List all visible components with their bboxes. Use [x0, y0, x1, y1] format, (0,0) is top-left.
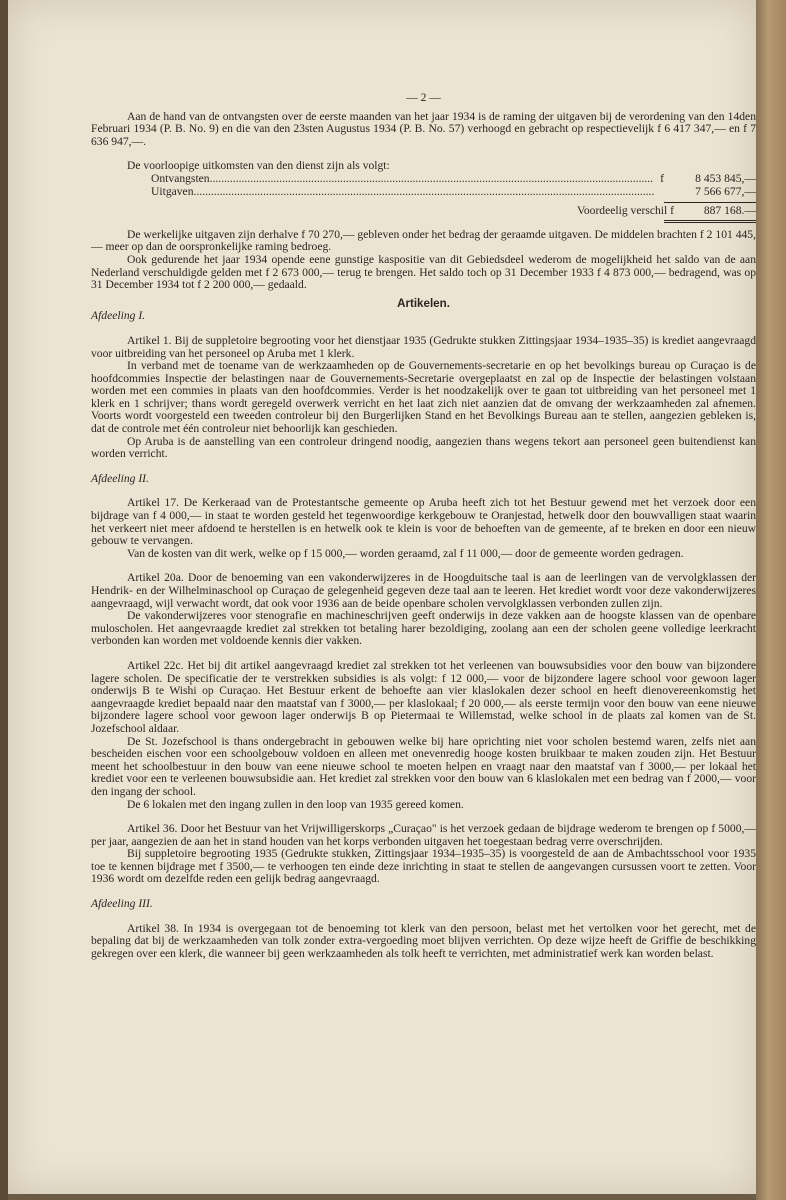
section-2-paragraph: Bij suppletoire begrooting 1935 (Gedrukte stukken, Zittingsjaar 1934–1935–35) is voorgesteld de aan de Ambachtsschool voor 1935 toe te kennen bijdrage met f 3500,— te verhoogen ten einde deze inrichting in staat te stellen de aangevangen cursussen voort te zetten. Voor 1936 wordt om dezelfde reden een gelijk bedrag aangevraagd. — [91, 847, 756, 886]
page-content — [91, 92, 756, 960]
section-2-paragraph: De St. Jozefschool is thans ondergebracht in gebouwen welke bij hare oprichting niet voor scholen bestemd waren, zelfs niet aan bescheiden eischen voor een schoolgebouw voldoen en alleen met onevenredig hooge kosten bruikbaar te maken zouden zijn. Het Bestuur meent het schoolbestuur in den bouw van eene nieuwe school te moeten helpen en vraagt naar den maatstaf van f 3000,— per lokaal het krediet voor een te verleenen bouwsubsidie aan. Het krediet zal strekken voor den bouw van 6 klaslokalen met een bedrag van f 2000,— voor den ingang der school. — [91, 734, 756, 798]
paragraph-differences: De werkelijke uitgaven zijn derhalve f 70 270,— gebleven onder het bedrag der geraamde uitgaven. De middelen brachten f 2 101 445,— meer op dan de oorspronkelijke raming bedroeg. — [91, 227, 756, 254]
book-spine — [0, 0, 8, 1200]
section-2-paragraph: Artikel 22c. Het bij dit artikel aangevraagd krediet zal strekken tot het verleenen van bouwsubsidies voor den bouw van bijzondere lagere scholen. De specificatie der te verstrekken subsidies is als volgt: f 12 000,— voor de bijzondere lagere school voor gewoon lager onderwijs B te Wishi op Curaçao. Het Bestuur erkent de behoefte aan vier klaslokalen dezer school en heeft dienovereenkomstig het aangevraagde krediet bepaald naar den maatstaf van f 3000,— per klaslokaal; f 20 000,— als eerste termijn voor den bouw van eene nieuwe bijzondere lagere school voor gewoon lager onderwijs B op Pietermaai te Willemstad, welke school in de plaats zal komen van de St. Jozefschool aldaar. — [91, 658, 756, 735]
section-2-paragraph: Van de kosten van dit werk, welke op f 15 000,— worden geraamd, zal f 11 000,— door de gemeente worden gedragen. — [127, 546, 684, 560]
section-1-paragraph: In verband met de toename van de werkzaamheden op de Gouvernements-secretarie en op het bevolkings bureau op Curaçao is de hoofdcommies Inspectie der belastingen naar de Gouvernements-Secretarie overgeplaatst en zal op de Inspectie der belastingen volstaan worden met een commies in plaats van den hoofdcommies. Verder is het noodzakelijk over te gaan tot uitbreiding van het personeel met 1 klerk en 1 schrijver; thans wordt geregeld overwerk verricht en het laat zich niet aanzien dat de omvang der werkzaamheden zal afnemen. Voorts wordt voorgesteld een tweeden controleur bij den Burgerlijken Stand en het Bevolkings Bureau aan te stellen, aangezien gebleken is, dat de controle met één controleur niet behoorlijk kan geschieden. — [91, 359, 756, 436]
section-3-paragraph: Artikel 38. In 1934 is overgegaan tot de benoeming tot klerk van den persoon, belast met het vertolken voor het gerecht, met de bepaling dat bij de werkzaamheden van tolk zonder extra-vergoeding moet blijven verrichten. Op deze wijze heeft de Griffie de beschikking gekregen over een klerk, die wanneer bij geen werkzaamheden als tolk heeft te verrichten, met administratief werk kan worden belast. — [91, 921, 756, 960]
intro-paragraph: Aan de hand van de ontvangsten over de eerste maanden van het jaar 1934 is de raming der uitgaven bij de verordening van den 14den Februari 1934 (P. B. No. 9) en die van den 23sten Augustus 1934 (P. B. No. 57) verhoogd en gebracht op respectievelijk f 6 417 347,— en f 7 636 947,—. — [91, 109, 756, 148]
section-2-paragraph: Artikel 17. De Kerkeraad van de Protestantsche gemeente op Aruba heeft zich tot het Bestuur gewend met het verzoek door een bijdrage van f 4 000,— in staat te worden gesteld het tegenwoordige kerkgebouw te Oranjestad, hetwelk door den bouwvalligen staat waarin het verkeert niet meer afdoend te herstellen is en hetwelk ook te klein is voor de behoeften van de gemeente, af te breken en door een nieuw gebouw te vervangen. — [91, 496, 756, 548]
section-title-1: Afdeeling I. — [91, 309, 146, 323]
section-2-paragraph: Artikel 36. Door het Bestuur van het Vrijwilligerskorps „Curaçao" is het verzoek gedaan de bijdrage wederom te brengen op f 5000,— per jaar, aangezien de aan het in stand houden van het korps verbonden uitgaven het toegestaan bedrag verre overschrijden. — [91, 822, 756, 848]
section-2-paragraph: De vakonderwijzeres voor stenografie en machineschrijven geeft onderwijs in deze vakken aan de hoogste klassen van de openbare muloscholen. Het aangevraagde krediet zal strekken tot betaling harer bezoldiging, zoolang aan een der scholen geene volledige leerkracht verbonden kan worden met voldoende kennis dier vakken. — [91, 609, 756, 648]
section-2-paragraph: De 6 lokalen met den ingang zullen in den loop van 1935 gereed komen. — [127, 797, 464, 811]
results-row-expenses: Uitgaven ..... 7 566 677,— — [151, 186, 756, 199]
results-row-total: Voordeelig verschil f 887 168.— — [576, 204, 756, 218]
articles-heading: Artikelen. — [397, 296, 450, 310]
page-edge — [756, 0, 786, 1200]
document-page — [8, 0, 756, 1194]
section-2-paragraph: Artikel 20a. Door de benoeming van een vakonderwijzeres in de Hoogduitsche taal is aan de leerlingen van de vervolgklassen der Hendrik- en der Wilhelminaschool op Curaçao de gelegenheid gegeven deze taal aan te leeren. Het krediet wordt voor deze vakonderwijzeres aangevraagd, wijl verwacht wordt, dat ook voor 1936 aan de beide openbare scholen vervolgklassen verbonden zullen zijn. — [91, 571, 756, 610]
section-title-3: Afdeeling III. — [91, 897, 153, 911]
section-1-paragraph: Artikel 1. Bij de suppletoire begrooting voor het dienstjaar 1935 (Gedrukte stukken Zittingsjaar 1934–1935–35) is krediet aangevraagd voor uitbreiding van het personeel op Aruba met 1 klerk. — [91, 333, 756, 360]
page-number: — 2 — — [406, 91, 441, 104]
results-table — [91, 173, 756, 223]
results-intro: De voorloopige uitkomsten van den dienst zijn als volgt: — [127, 159, 390, 173]
section-1-paragraph: Op Aruba is de aanstelling van een controleur dringend noodig, aangezien thans wegens tekort aan personeel geen buitendienst kan worden verricht. — [91, 434, 756, 461]
section-title-2: Afdeeling II. — [91, 471, 149, 485]
paragraph-cash-position: Ook gedurende het jaar 1934 opende eene gunstige kaspositie van dit Gebiedsdeel wederom de mogelijkheid het saldo van de aan Nederland verschuldigde gelden met f 2 673 000,— terug te brengen. Het saldo toch op 31 December 1933 f 4 873 000,— bedragend, was op 31 December 1934 tot f 2 200 000,— gedaald. — [91, 252, 756, 292]
results-row-income: Ontvangsten ..... f 8 453 845,— — [151, 173, 756, 186]
